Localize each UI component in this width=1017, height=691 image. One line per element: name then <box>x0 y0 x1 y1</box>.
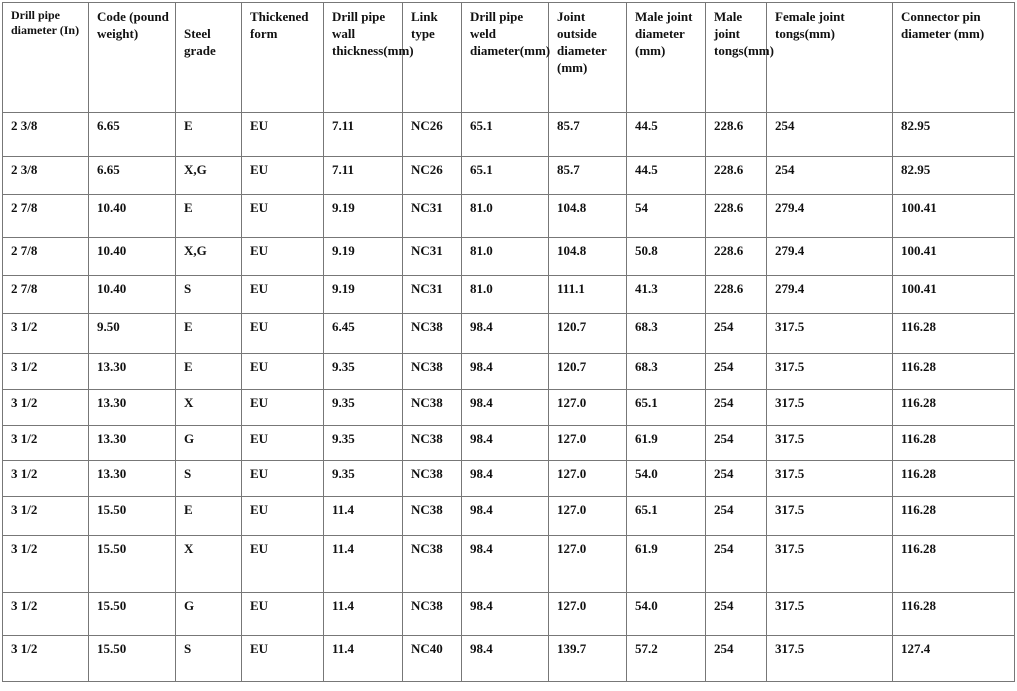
table-cell: 81.0 <box>462 195 549 238</box>
table-cell: EU <box>242 636 324 682</box>
table-cell: 317.5 <box>767 636 893 682</box>
table-cell: 228.6 <box>706 195 767 238</box>
table-cell: 116.28 <box>893 390 1015 426</box>
table-cell: S <box>176 461 242 497</box>
column-header: Female joint tongs(mm) <box>767 3 893 113</box>
table-cell: EU <box>242 157 324 195</box>
table-cell: 120.7 <box>549 314 627 354</box>
table-cell: NC38 <box>403 390 462 426</box>
table-cell: E <box>176 195 242 238</box>
table-cell: 98.4 <box>462 390 549 426</box>
table-cell: 279.4 <box>767 276 893 314</box>
table-cell: 9.35 <box>324 354 403 390</box>
table-cell: 228.6 <box>706 238 767 276</box>
table-cell: 98.4 <box>462 314 549 354</box>
table-cell: 68.3 <box>627 354 706 390</box>
table-cell: 254 <box>706 390 767 426</box>
table-cell: EU <box>242 195 324 238</box>
table-row <box>3 314 1015 354</box>
table-cell: 2 7/8 <box>3 195 89 238</box>
table-cell: 3 1/2 <box>3 636 89 682</box>
table-cell: 254 <box>706 461 767 497</box>
table-cell: 116.28 <box>893 536 1015 593</box>
table-cell: 254 <box>706 354 767 390</box>
table-cell: 100.41 <box>893 276 1015 314</box>
table-row <box>3 354 1015 390</box>
table-cell: X <box>176 536 242 593</box>
table-cell: 9.19 <box>324 238 403 276</box>
table-cell: E <box>176 314 242 354</box>
table-row <box>3 536 1015 593</box>
table-cell: EU <box>242 314 324 354</box>
column-header: Male joint diameter (mm) <box>627 3 706 113</box>
table-cell: 3 1/2 <box>3 497 89 536</box>
table-cell: 9.35 <box>324 390 403 426</box>
table-cell: 254 <box>706 314 767 354</box>
table-cell: 2 7/8 <box>3 276 89 314</box>
table-row <box>3 113 1015 157</box>
table-cell: 81.0 <box>462 238 549 276</box>
table-cell: 85.7 <box>549 157 627 195</box>
table-cell: 116.28 <box>893 354 1015 390</box>
table-cell: S <box>176 276 242 314</box>
table-cell: 7.11 <box>324 157 403 195</box>
table-cell: 100.41 <box>893 238 1015 276</box>
table-cell: 127.0 <box>549 461 627 497</box>
table-cell: 116.28 <box>893 461 1015 497</box>
table-row <box>3 238 1015 276</box>
table-cell: 127.0 <box>549 497 627 536</box>
table-cell: EU <box>242 390 324 426</box>
table-cell: 116.28 <box>893 593 1015 636</box>
table-row <box>3 390 1015 426</box>
table-cell: 254 <box>767 157 893 195</box>
table-cell: 279.4 <box>767 238 893 276</box>
table-cell: 10.40 <box>89 276 176 314</box>
table-cell: 104.8 <box>549 195 627 238</box>
table-cell: 65.1 <box>462 157 549 195</box>
table-cell: 10.40 <box>89 195 176 238</box>
table-cell: 3 1/2 <box>3 593 89 636</box>
table-cell: 9.35 <box>324 426 403 461</box>
column-header: Thickened form <box>242 3 324 113</box>
table-cell: EU <box>242 113 324 157</box>
table-cell: 15.50 <box>89 497 176 536</box>
table-cell: EU <box>242 276 324 314</box>
table-cell: 6.65 <box>89 157 176 195</box>
table-cell: 3 1/2 <box>3 354 89 390</box>
table-cell: 3 1/2 <box>3 426 89 461</box>
table-cell: 228.6 <box>706 276 767 314</box>
table-cell: E <box>176 497 242 536</box>
table-cell: 139.7 <box>549 636 627 682</box>
table-cell: G <box>176 593 242 636</box>
table-cell: 317.5 <box>767 593 893 636</box>
table-cell: 54.0 <box>627 461 706 497</box>
table-cell: 65.1 <box>627 390 706 426</box>
table-cell: 279.4 <box>767 195 893 238</box>
table-cell: 127.0 <box>549 426 627 461</box>
table-cell: 3 1/2 <box>3 461 89 497</box>
table-cell: NC26 <box>403 113 462 157</box>
table-cell: 13.30 <box>89 390 176 426</box>
column-header: Connector pin diameter (mm) <box>893 3 1015 113</box>
column-header: Code (pound weight) <box>89 3 176 113</box>
table-cell: 317.5 <box>767 390 893 426</box>
table-cell: 41.3 <box>627 276 706 314</box>
table-cell: 11.4 <box>324 536 403 593</box>
table-cell: 6.45 <box>324 314 403 354</box>
table-cell: 3 1/2 <box>3 536 89 593</box>
table-cell: E <box>176 354 242 390</box>
table-cell: 228.6 <box>706 157 767 195</box>
column-header: Male joint tongs(mm) <box>706 3 767 113</box>
table-cell: X,G <box>176 238 242 276</box>
table-cell: EU <box>242 593 324 636</box>
table-cell: 65.1 <box>462 113 549 157</box>
table-cell: 7.11 <box>324 113 403 157</box>
table-cell: S <box>176 636 242 682</box>
column-header: Drill pipe weld diameter(mm) <box>462 3 549 113</box>
table-cell: 98.4 <box>462 461 549 497</box>
table-cell: 11.4 <box>324 497 403 536</box>
table-cell: 116.28 <box>893 426 1015 461</box>
column-header: Link type <box>403 3 462 113</box>
table-cell: 111.1 <box>549 276 627 314</box>
table-cell: 98.4 <box>462 536 549 593</box>
table-cell: 98.4 <box>462 497 549 536</box>
table-cell: 9.19 <box>324 195 403 238</box>
table-cell: EU <box>242 536 324 593</box>
table-cell: NC38 <box>403 426 462 461</box>
table-cell: EU <box>242 461 324 497</box>
column-header: Steel grade <box>176 3 242 113</box>
table-cell: 98.4 <box>462 636 549 682</box>
table-cell: NC26 <box>403 157 462 195</box>
table-cell: 317.5 <box>767 461 893 497</box>
table-cell: 127.0 <box>549 593 627 636</box>
table-cell: 317.5 <box>767 426 893 461</box>
table-body <box>3 113 1015 682</box>
table-cell: 82.95 <box>893 157 1015 195</box>
table-cell: 120.7 <box>549 354 627 390</box>
table-cell: NC38 <box>403 354 462 390</box>
table-cell: 116.28 <box>893 314 1015 354</box>
table-cell: EU <box>242 497 324 536</box>
table-cell: 9.35 <box>324 461 403 497</box>
table-cell: 13.30 <box>89 354 176 390</box>
table-cell: NC38 <box>403 593 462 636</box>
table-cell: 116.28 <box>893 497 1015 536</box>
table-cell: 228.6 <box>706 113 767 157</box>
table-row <box>3 276 1015 314</box>
table-cell: 2 3/8 <box>3 113 89 157</box>
table-cell: 10.40 <box>89 238 176 276</box>
table-cell: 317.5 <box>767 497 893 536</box>
column-header: Drill pipe diameter (In) <box>3 3 89 113</box>
table-cell: 127.0 <box>549 390 627 426</box>
table-cell: 54.0 <box>627 593 706 636</box>
table-cell: NC31 <box>403 195 462 238</box>
table-cell: 254 <box>706 536 767 593</box>
table-cell: 104.8 <box>549 238 627 276</box>
table-row <box>3 593 1015 636</box>
table-cell: 2 3/8 <box>3 157 89 195</box>
table-cell: 98.4 <box>462 426 549 461</box>
table-cell: 254 <box>706 636 767 682</box>
table-cell: NC31 <box>403 276 462 314</box>
table-cell: 82.95 <box>893 113 1015 157</box>
table-cell: 68.3 <box>627 314 706 354</box>
table-row <box>3 497 1015 536</box>
table-cell: 15.50 <box>89 593 176 636</box>
table-cell: EU <box>242 426 324 461</box>
table-cell: 254 <box>706 497 767 536</box>
table-cell: 3 1/2 <box>3 314 89 354</box>
table-cell: 81.0 <box>462 276 549 314</box>
table-cell: 317.5 <box>767 354 893 390</box>
table-row <box>3 426 1015 461</box>
table-cell: 65.1 <box>627 497 706 536</box>
table-cell: X <box>176 390 242 426</box>
table-cell: NC38 <box>403 314 462 354</box>
drill-pipe-spec-table <box>2 2 1015 682</box>
table-cell: 61.9 <box>627 426 706 461</box>
table-cell: NC31 <box>403 238 462 276</box>
table-cell: 254 <box>767 113 893 157</box>
table-cell: 11.4 <box>324 636 403 682</box>
table-cell: 61.9 <box>627 536 706 593</box>
table-cell: NC38 <box>403 536 462 593</box>
table-header-row <box>3 3 1015 113</box>
table-cell: 254 <box>706 593 767 636</box>
table-cell: 44.5 <box>627 113 706 157</box>
table-row <box>3 461 1015 497</box>
table-cell: 57.2 <box>627 636 706 682</box>
table-row <box>3 636 1015 682</box>
table-cell: 3 1/2 <box>3 390 89 426</box>
table-cell: NC40 <box>403 636 462 682</box>
table-cell: EU <box>242 354 324 390</box>
table-cell: X,G <box>176 157 242 195</box>
table-cell: 6.65 <box>89 113 176 157</box>
table-cell: 100.41 <box>893 195 1015 238</box>
table-cell: 254 <box>706 426 767 461</box>
table-cell: 50.8 <box>627 238 706 276</box>
table-cell: 98.4 <box>462 354 549 390</box>
table-cell: 127.0 <box>549 536 627 593</box>
table-cell: 13.30 <box>89 461 176 497</box>
table-row <box>3 195 1015 238</box>
table-cell: 15.50 <box>89 636 176 682</box>
table-cell: NC38 <box>403 461 462 497</box>
table-cell: 13.30 <box>89 426 176 461</box>
table-cell: 44.5 <box>627 157 706 195</box>
table-cell: 15.50 <box>89 536 176 593</box>
table-cell: 317.5 <box>767 536 893 593</box>
table-cell: 127.4 <box>893 636 1015 682</box>
table-cell: 11.4 <box>324 593 403 636</box>
table-cell: 9.19 <box>324 276 403 314</box>
column-header: Drill pipe wall thickness(mm) <box>324 3 403 113</box>
column-header: Joint outside diameter (mm) <box>549 3 627 113</box>
table-cell: 98.4 <box>462 593 549 636</box>
table-cell: EU <box>242 238 324 276</box>
table-cell: 9.50 <box>89 314 176 354</box>
table-cell: 85.7 <box>549 113 627 157</box>
table-cell: 317.5 <box>767 314 893 354</box>
table-cell: E <box>176 113 242 157</box>
table-row <box>3 157 1015 195</box>
table-cell: NC38 <box>403 497 462 536</box>
table-cell: 2 7/8 <box>3 238 89 276</box>
table-cell: 54 <box>627 195 706 238</box>
table-cell: G <box>176 426 242 461</box>
